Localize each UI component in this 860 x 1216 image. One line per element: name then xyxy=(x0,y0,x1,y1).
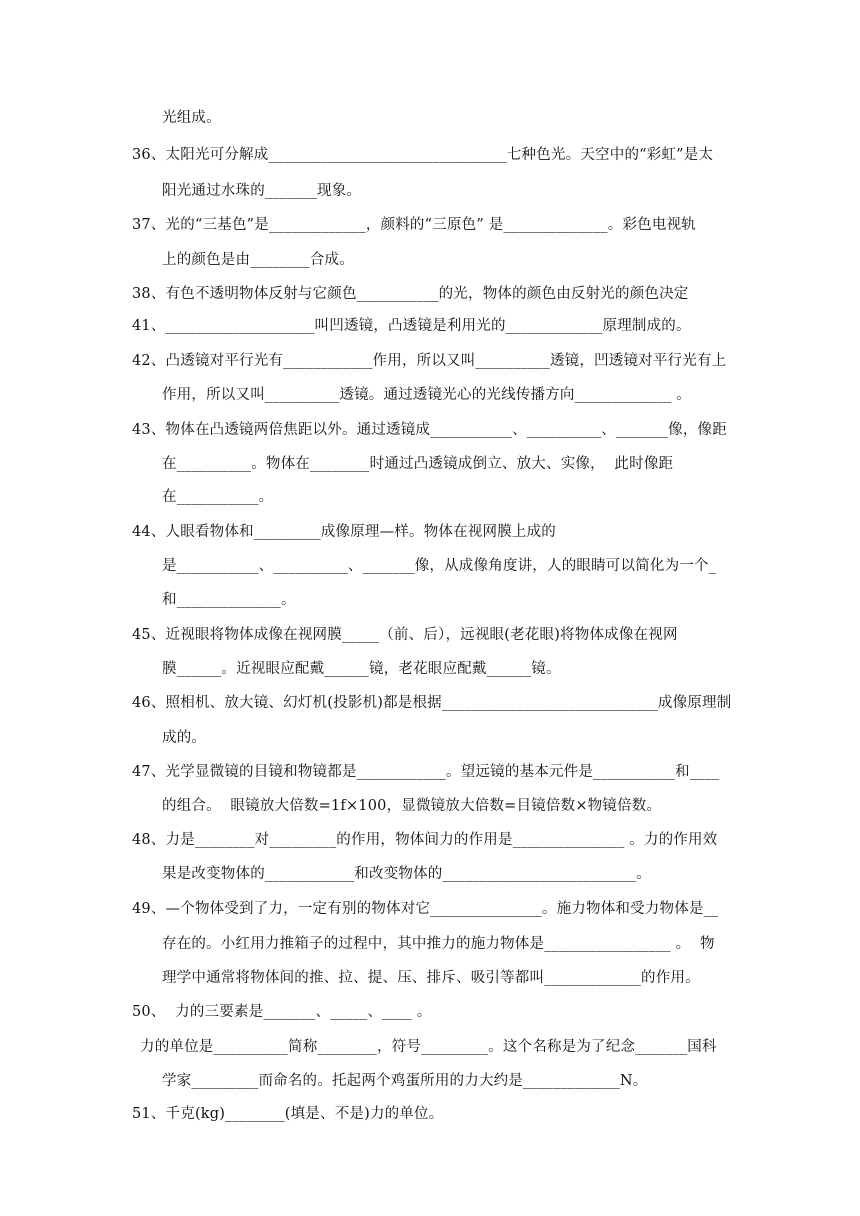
question-42: 42、凸透镜对平行光有____________作用，所以又叫__________透镜，凹透镜对平行光有上 xyxy=(132,353,727,369)
text-line: 膜______。近视眼应配戴______镜，老花眼应配戴______镜。 xyxy=(162,661,561,677)
question-49: 49、—个物体受到了力，一定有别的物体对它_______________。施力物体和受力物体是__ xyxy=(132,901,719,917)
text-line: 光组成。 xyxy=(162,110,221,126)
text-line: 在__________。物体在________时通过凸透镜成倒立、放大、实像， 此时像距 xyxy=(162,456,674,472)
text-line: 的组合。 眼镜放大倍数=1f×100，显微镜放大倍数=目镜倍数×物镜倍数。 xyxy=(162,798,662,814)
question-47: 47、光学显微镜的目镜和物镜都是____________。望远镜的基本元件是___________和____ xyxy=(132,764,720,780)
text-line: 果是改变物体的____________和改变物体的__________________________。 xyxy=(162,866,651,882)
text-line: 在___________。 xyxy=(162,489,274,505)
question-37: 37、光的“三基色”是_____________，颜料的“三原色” 是______________。彩色电视轨 xyxy=(132,217,696,233)
question-43: 43、物体在凸透镜两倍焦距以外。通过透镜成___________、__________、_______像，像距 xyxy=(132,422,727,438)
text-line: 作用，所以又叫__________透镜。通过透镜光心的光线传播方向_____________ 。 xyxy=(162,387,691,403)
question-45: 45、近视眼将物体成像在视网膜_____（前、后），远视眼(老花眼)将物体成像在视网 xyxy=(132,627,678,643)
text-line: 力的单位是__________简称________，符号_________。这个名称是为了纪念_______国科 xyxy=(140,1039,717,1055)
question-38: 38、有色不透明物体反射与它颜色___________的光，物体的颜色由反射光的颜色决定 xyxy=(132,286,689,302)
text-line: 理学中通常将物体间的推、拉、提、压、排斥、吸引等都叫_____________的作用。 xyxy=(162,970,700,986)
text-line: 阳光通过水珠的_______现象。 xyxy=(162,183,362,199)
text-line: 和______________。 xyxy=(162,592,296,608)
question-48: 48、力是________对_________的作用，物体间力的作用是_______________ 。力的作用效 xyxy=(132,832,718,848)
text-line: 成的。 xyxy=(162,730,207,746)
question-36: 36、太阳光可分解成________________________________七种色光。天空中的“彩虹”是太 xyxy=(132,147,714,163)
text-line: 学家_________而命名的。托起两个鸡蛋所用的力大约是_____________N。 xyxy=(162,1073,648,1089)
text-line: 存在的。小红用力推箱子的过程中，其中推力的施力物体是_________________ 。 物 xyxy=(162,936,715,952)
question-51: 51、千克(kg)________(填是、不是)力的单位。 xyxy=(132,1106,444,1122)
text-line: 上的颜色是由________合成。 xyxy=(162,252,354,268)
question-44: 44、人眼看物体和_________成像原理—样。物体在视网膜上成的 xyxy=(132,524,556,540)
text-line: 是___________、__________、_______像，从成像角度讲，人的眼睛可以简化为一个_ xyxy=(162,558,717,574)
question-41: 41、____________________叫凹透镜，凸透镜是利用光的_____________原理制成的。 xyxy=(132,318,691,334)
question-50: 50、 力的三要素是_______、_____、____ 。 xyxy=(132,1004,432,1020)
question-46: 46、照相机、放大镜、幻灯机(投影机)都是根据_____________________________成像原理制 xyxy=(132,695,732,711)
